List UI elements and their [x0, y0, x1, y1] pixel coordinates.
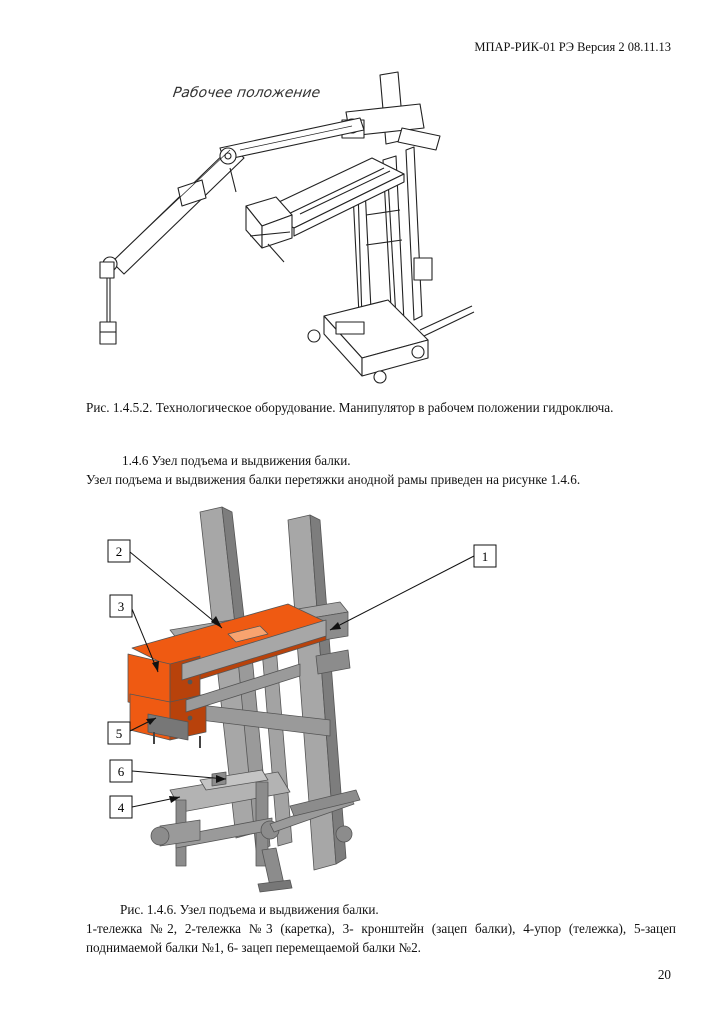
callout-5 — [108, 722, 130, 744]
figure-1-inset-label: Рабочее положение — [171, 85, 322, 101]
base-cart — [308, 300, 474, 383]
callout-1 — [474, 545, 496, 567]
figure-2-caption-legend: 1-тележка №2, 2-тележка №3 (каретка), 3- кронштейн (зацеп балки), 4-упор (тележка), 5-зацеп поднимаемой балки №1, 6- зацеп перемещаемой балки №2. — [86, 921, 676, 955]
mast-top-frame — [342, 72, 440, 150]
document-header: МПАР-РИК-01 РЭ Версия 2 08.11.13 — [474, 40, 671, 54]
figure-2-caption-title: Рис. 1.4.6. Узел подъема и выдвижения балки. — [120, 902, 379, 917]
figure-2-lift-unit-drawing — [128, 507, 360, 892]
carriage-block — [246, 197, 292, 262]
svg-text:1: 1 — [481, 549, 489, 564]
svg-text:6: 6 — [117, 764, 125, 779]
callout-4 — [110, 796, 132, 818]
svg-text:2: 2 — [115, 544, 123, 559]
svg-text:5: 5 — [115, 726, 123, 741]
section-heading: 1.4.6 Узел подъема и выдвижения балки. — [122, 453, 351, 468]
section-text: Узел подъема и выдвижения балки перетяжки анодной рамы приведен на рисунке 1.4.6. — [86, 472, 581, 487]
section-1-4-6 — [86, 451, 676, 489]
callout-3 — [110, 595, 132, 617]
figure-2-caption — [86, 900, 676, 957]
callout-2 — [108, 540, 130, 562]
callout-6 — [110, 760, 132, 782]
page-number: 20 — [657, 967, 671, 982]
figure-1-manipulator-drawing — [100, 72, 474, 383]
hydraulic-wrench — [100, 262, 116, 344]
svg-text:3: 3 — [117, 599, 125, 614]
side-box — [414, 258, 432, 280]
figure-1-caption: Рис. 1.4.5.2. Технологическое оборудование. Манипулятор в рабочем положении гидроключа. — [86, 400, 614, 415]
svg-text:4: 4 — [117, 800, 125, 815]
